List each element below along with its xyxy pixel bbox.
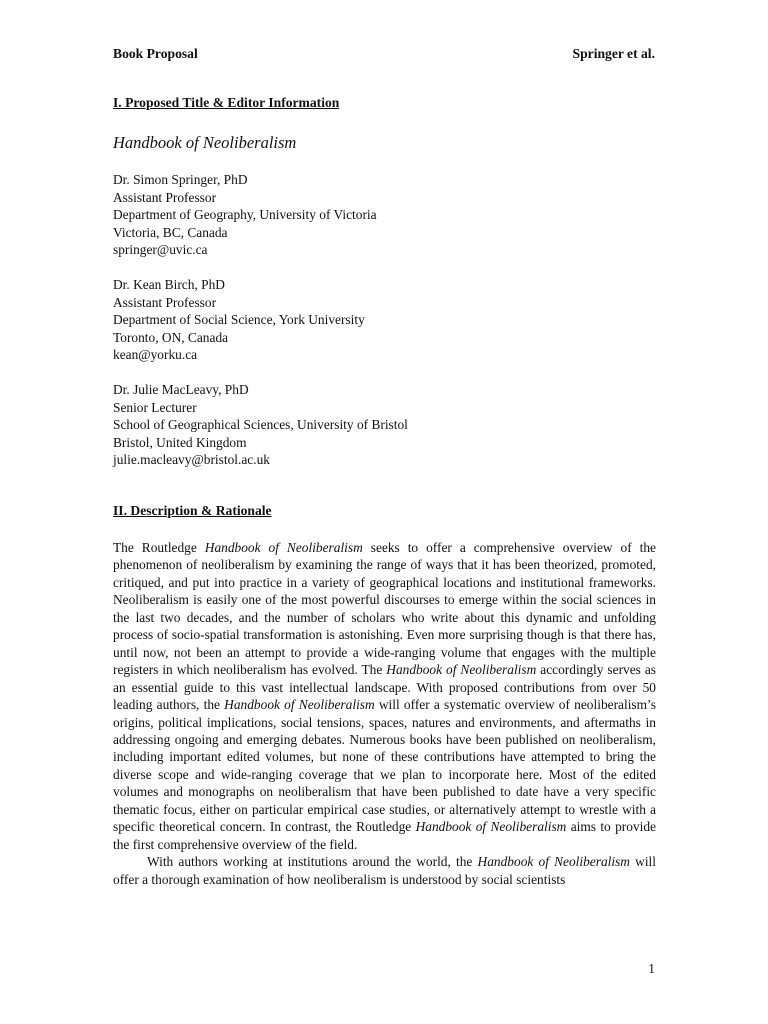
italic-title: Handbook of Neoliberalism xyxy=(224,697,375,713)
editor-email: kean@yorku.ca xyxy=(113,347,198,362)
editor-location: Bristol, United Kingdom xyxy=(113,434,247,450)
editor-email: springer@uvic.ca xyxy=(113,242,208,257)
editor-department: Department of Geography, University of Victoria xyxy=(113,207,377,222)
paragraph-1 xyxy=(113,539,656,853)
editor-block-1 xyxy=(113,171,377,259)
editor-location: Victoria, BC, Canada xyxy=(113,224,228,240)
header-right: Springer et al. xyxy=(572,46,655,61)
editor-position: Assistant Professor xyxy=(113,189,217,205)
italic-title: Handbook of Neoliberalism xyxy=(386,662,537,678)
text-run: will offer a thorough examination of how neoliberalism is understood by social scientists xyxy=(113,854,656,887)
editor-name: Dr. Julie MacLeavy, PhD xyxy=(113,382,249,397)
header-left: Book Proposal xyxy=(113,46,198,61)
text-run: accordingly serves as an essential guide to this vast intellectual landscape. With proposed contributions from over 50 leading authors, the xyxy=(113,662,657,713)
editor-block-3 xyxy=(113,381,408,469)
text-run: aims to provide the first comprehensive overview of the field. xyxy=(113,819,657,852)
section-heading-2: II. Description & Rationale xyxy=(113,503,272,518)
text-run: seeks to offer a comprehensive overview of the phenomenon of neoliberalism by examining the range of ways that it has been theorized, promoted, critiqued, and put into practice in a variety of geographical locations and institutional frameworks. Neoliberalism is easily one of the most powerful discourses to emerge within the social sciences in the last two decades, and the number of scholars who write about this dynamic and unfolding process of socio-spatial transformation is astonishing. Even more surprising though is that there has, until now, not been an attempt to provide a wide-ranging volume that engages with the multiple registers in which neoliberalism has evolved. The xyxy=(113,540,656,678)
editor-position: Assistant Professor xyxy=(113,294,217,310)
italic-title: Handbook of Neoliberalism xyxy=(204,540,363,555)
paragraph-2 xyxy=(113,853,656,888)
body-text xyxy=(113,539,656,888)
editor-department: School of Geographical Sciences, University of Bristol xyxy=(113,417,408,432)
italic-title: Handbook of Neoliberalism xyxy=(415,819,567,835)
editor-department: Department of Social Science, York University xyxy=(113,312,365,327)
italic-title: Handbook of Neoliberalism xyxy=(477,854,630,870)
section-heading-1: I. Proposed Title & Editor Information xyxy=(113,95,340,110)
editor-name: Dr. Simon Springer, PhD xyxy=(113,172,248,187)
editor-email: julie.macleavy@bristol.ac.uk xyxy=(113,452,270,467)
editor-location: Toronto, ON, Canada xyxy=(113,329,229,345)
text-run: With authors working at institutions around the world, the xyxy=(147,854,478,870)
text-run: The Routledge xyxy=(113,540,205,555)
editor-block-2 xyxy=(113,276,365,364)
running-header xyxy=(113,46,655,66)
editor-position: Senior Lecturer xyxy=(113,399,197,415)
book-title: Handbook of Neoliberalism xyxy=(113,133,297,152)
page-number: 1 xyxy=(648,961,655,976)
text-run: will offer a systematic overview of neoliberalism’s origins, political implications, social tensions, spaces, natures and environments, and aftermaths in addressing ongoing and emerging debates. Numerous books have been published on neoliberalism, including important edited volumes, but none of these contributions have attempted to bring the diverse scope and wide-ranging coverage that we plan to incorporate here. Most of the edited volumes and monographs on neoliberalism that have been published to date have a very specific thematic focus, either on particular empirical case studies, or alternatively attempt to wrestle with a specific theoretical concern. In contrast, the Routledge xyxy=(113,697,656,835)
editor-name: Dr. Kean Birch, PhD xyxy=(113,277,225,292)
